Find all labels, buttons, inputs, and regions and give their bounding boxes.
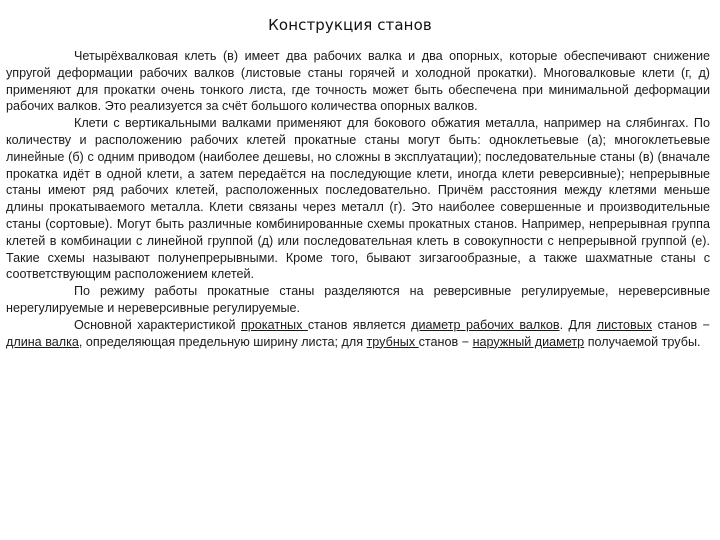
link-sheet[interactable]: листовых (596, 317, 653, 332)
page-title: Конструкция станов (268, 16, 432, 34)
paragraph-four-high-stand: Четырёхвалковая клеть (в) имеет два рабочих валка и два опорных, которые обеспечивают снижение упругой деформации рабочих валков (листовые станы горячей и холодной прокатки). Многовалковые клети (г, д) применяют для прокатки очень тонкого листа, где точность может быть обеспечена при минимальной деформации рабочих валков. Это реализуется за счёт большого количества опорных валков. (6, 49, 710, 114)
text-segment: получаемой трубы. (584, 334, 701, 349)
link-rolling[interactable]: прокатных (240, 317, 308, 332)
paragraph-operating-modes: По режиму работы прокатные станы разделяются на реверсивные регулируемые, нереверсивные нерегулируемые и нереверсивные регулируемые. (6, 284, 710, 315)
text-segment: Основной характеристикой (74, 317, 241, 332)
paragraph-stand-types: Клети с вертикальными валками применяют для бокового обжатия металла, например на слябингах. По количеству и расположению рабочих клетей прокатные станы могут быть: одноклетьевые (а); многоклетьевые линейные (б) с одним приводом (наиболее дешевы, но сложны в эксплуатации); последовательные станы (в) (вначале прокатка идёт в одной клети, а затем передаётся на последующие клети, иногда клети реверсивные); непрерывные станы имеют ряд рабочих клетей, расположенных последовательно. Причём расстояния между клетями меньше длины прокатываемого металла. Клети связаны через металл (г). Это наиболее совершенные и производительные станы (сортовые). Могут быть различные комбинированные схемы прокатных станов. Например, непрерывная группа клетей в комбинации с линейной группой (д) или последовательная клеть в совокупности с непрерывной группой (е). Такие схемы называют полунепрерывными. Кроме того, бывают зигзагообразные, а также шахматные станы с соответствующим расположением клетей. (6, 116, 710, 282)
link-roll-length[interactable]: длина валка (6, 334, 79, 349)
text-segment: станов является (307, 317, 412, 332)
text-segment: станов − (652, 317, 710, 332)
text-segment: станов − (418, 334, 473, 349)
link-tube[interactable]: трубных (366, 334, 419, 349)
document-body (6, 48, 710, 350)
link-outer-diameter[interactable]: наружный диаметр (472, 334, 585, 349)
paragraph-main-characteristic (6, 317, 710, 351)
text-segment: . Для (559, 317, 597, 332)
link-roll-diameter[interactable]: диаметр рабочих валков (411, 317, 560, 332)
text-segment: , определяющая предельную ширину листа; для (78, 334, 367, 349)
